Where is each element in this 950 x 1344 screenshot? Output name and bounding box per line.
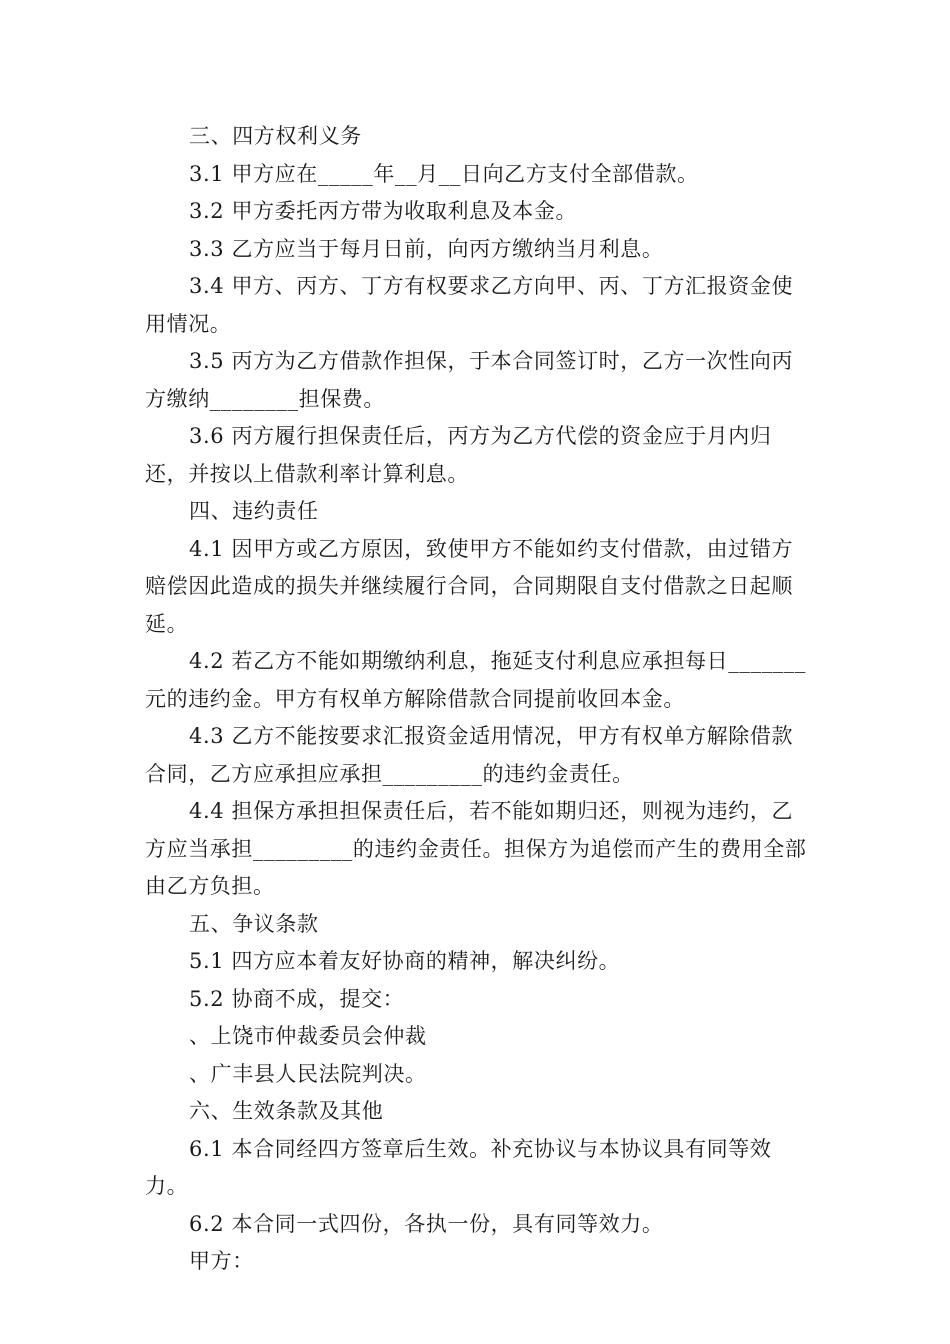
clause-3-3: 3.3 乙方应当于每月日前，向丙方缴纳当月利息。 <box>189 236 664 261</box>
clause-3-6: 3.6 丙方履行担保责任后，丙方为乙方代偿的资金应于月内归还，并按以上借款利率计算利息。 <box>145 424 772 486</box>
dispute-option-arbitration: 、上饶市仲裁委员会仲裁 <box>189 1024 427 1048</box>
dispute-option-court: 、广丰县人民法院判决。 <box>189 1061 427 1086</box>
clause-4-2: 4.2 若乙方不能如期缴纳利息，拖延支付利息应承担每日_______元的违约金。甲方有权单方解除借款合同提前收回本金。 <box>145 649 806 711</box>
section-heading-dispute: 五、争议条款 <box>189 911 319 936</box>
clause-3-2: 3.2 甲方委托丙方带为收取利息及本金。 <box>189 199 578 223</box>
clause-6-1: 6.1 本合同经四方签章后生效。补充协议与本协议具有同等效力。 <box>145 1136 772 1198</box>
clause-5-1: 5.1 四方应本着友好协商的精神，解决纠纷。 <box>189 949 621 973</box>
clause-6-2: 6.2 本合同一式四份，各执一份，具有同等效力。 <box>189 1211 664 1236</box>
clause-3-4: 3.4 甲方、丙方、丁方有权要求乙方向甲、丙、丁方汇报资金使用情况。 <box>145 274 794 336</box>
section-heading-liability: 四、违约责任 <box>189 499 319 523</box>
clause-4-3: 4.3 乙方不能按要求汇报资金适用情况，甲方有权单方解除借款合同，乙方应承担应承担_________的违约金责任。 <box>145 724 794 786</box>
clause-4-4: 4.4 担保方承担担保责任后，若不能如期归还，则视为违约，乙方应当承担_________的违约金责任。担保方为追偿而产生的费用全部由乙方负担。 <box>145 799 807 898</box>
clause-3-5: 3.5 丙方为乙方借款作担保，于本合同签订时，乙方一次性向丙方缴纳________担保费。 <box>145 349 794 411</box>
clause-4-1: 4.1 因甲方或乙方原因，致使甲方不能如约支付借款，由过错方赔偿因此造成的损失并继续履行合同，合同期限自支付借款之日起顺延。 <box>145 536 794 636</box>
clause-3-1: 3.1 甲方应在_____年__月__日向乙方支付全部借款。 <box>189 161 699 186</box>
signature-party-a: 甲方： <box>189 1249 254 1273</box>
section-heading-rights-obligations: 三、四方权利义务 <box>189 124 362 148</box>
clause-5-2: 5.2 协商不成，提交： <box>189 986 405 1011</box>
document-body <box>145 118 811 1281</box>
section-heading-effectiveness: 六、生效条款及其他 <box>189 1099 384 1123</box>
